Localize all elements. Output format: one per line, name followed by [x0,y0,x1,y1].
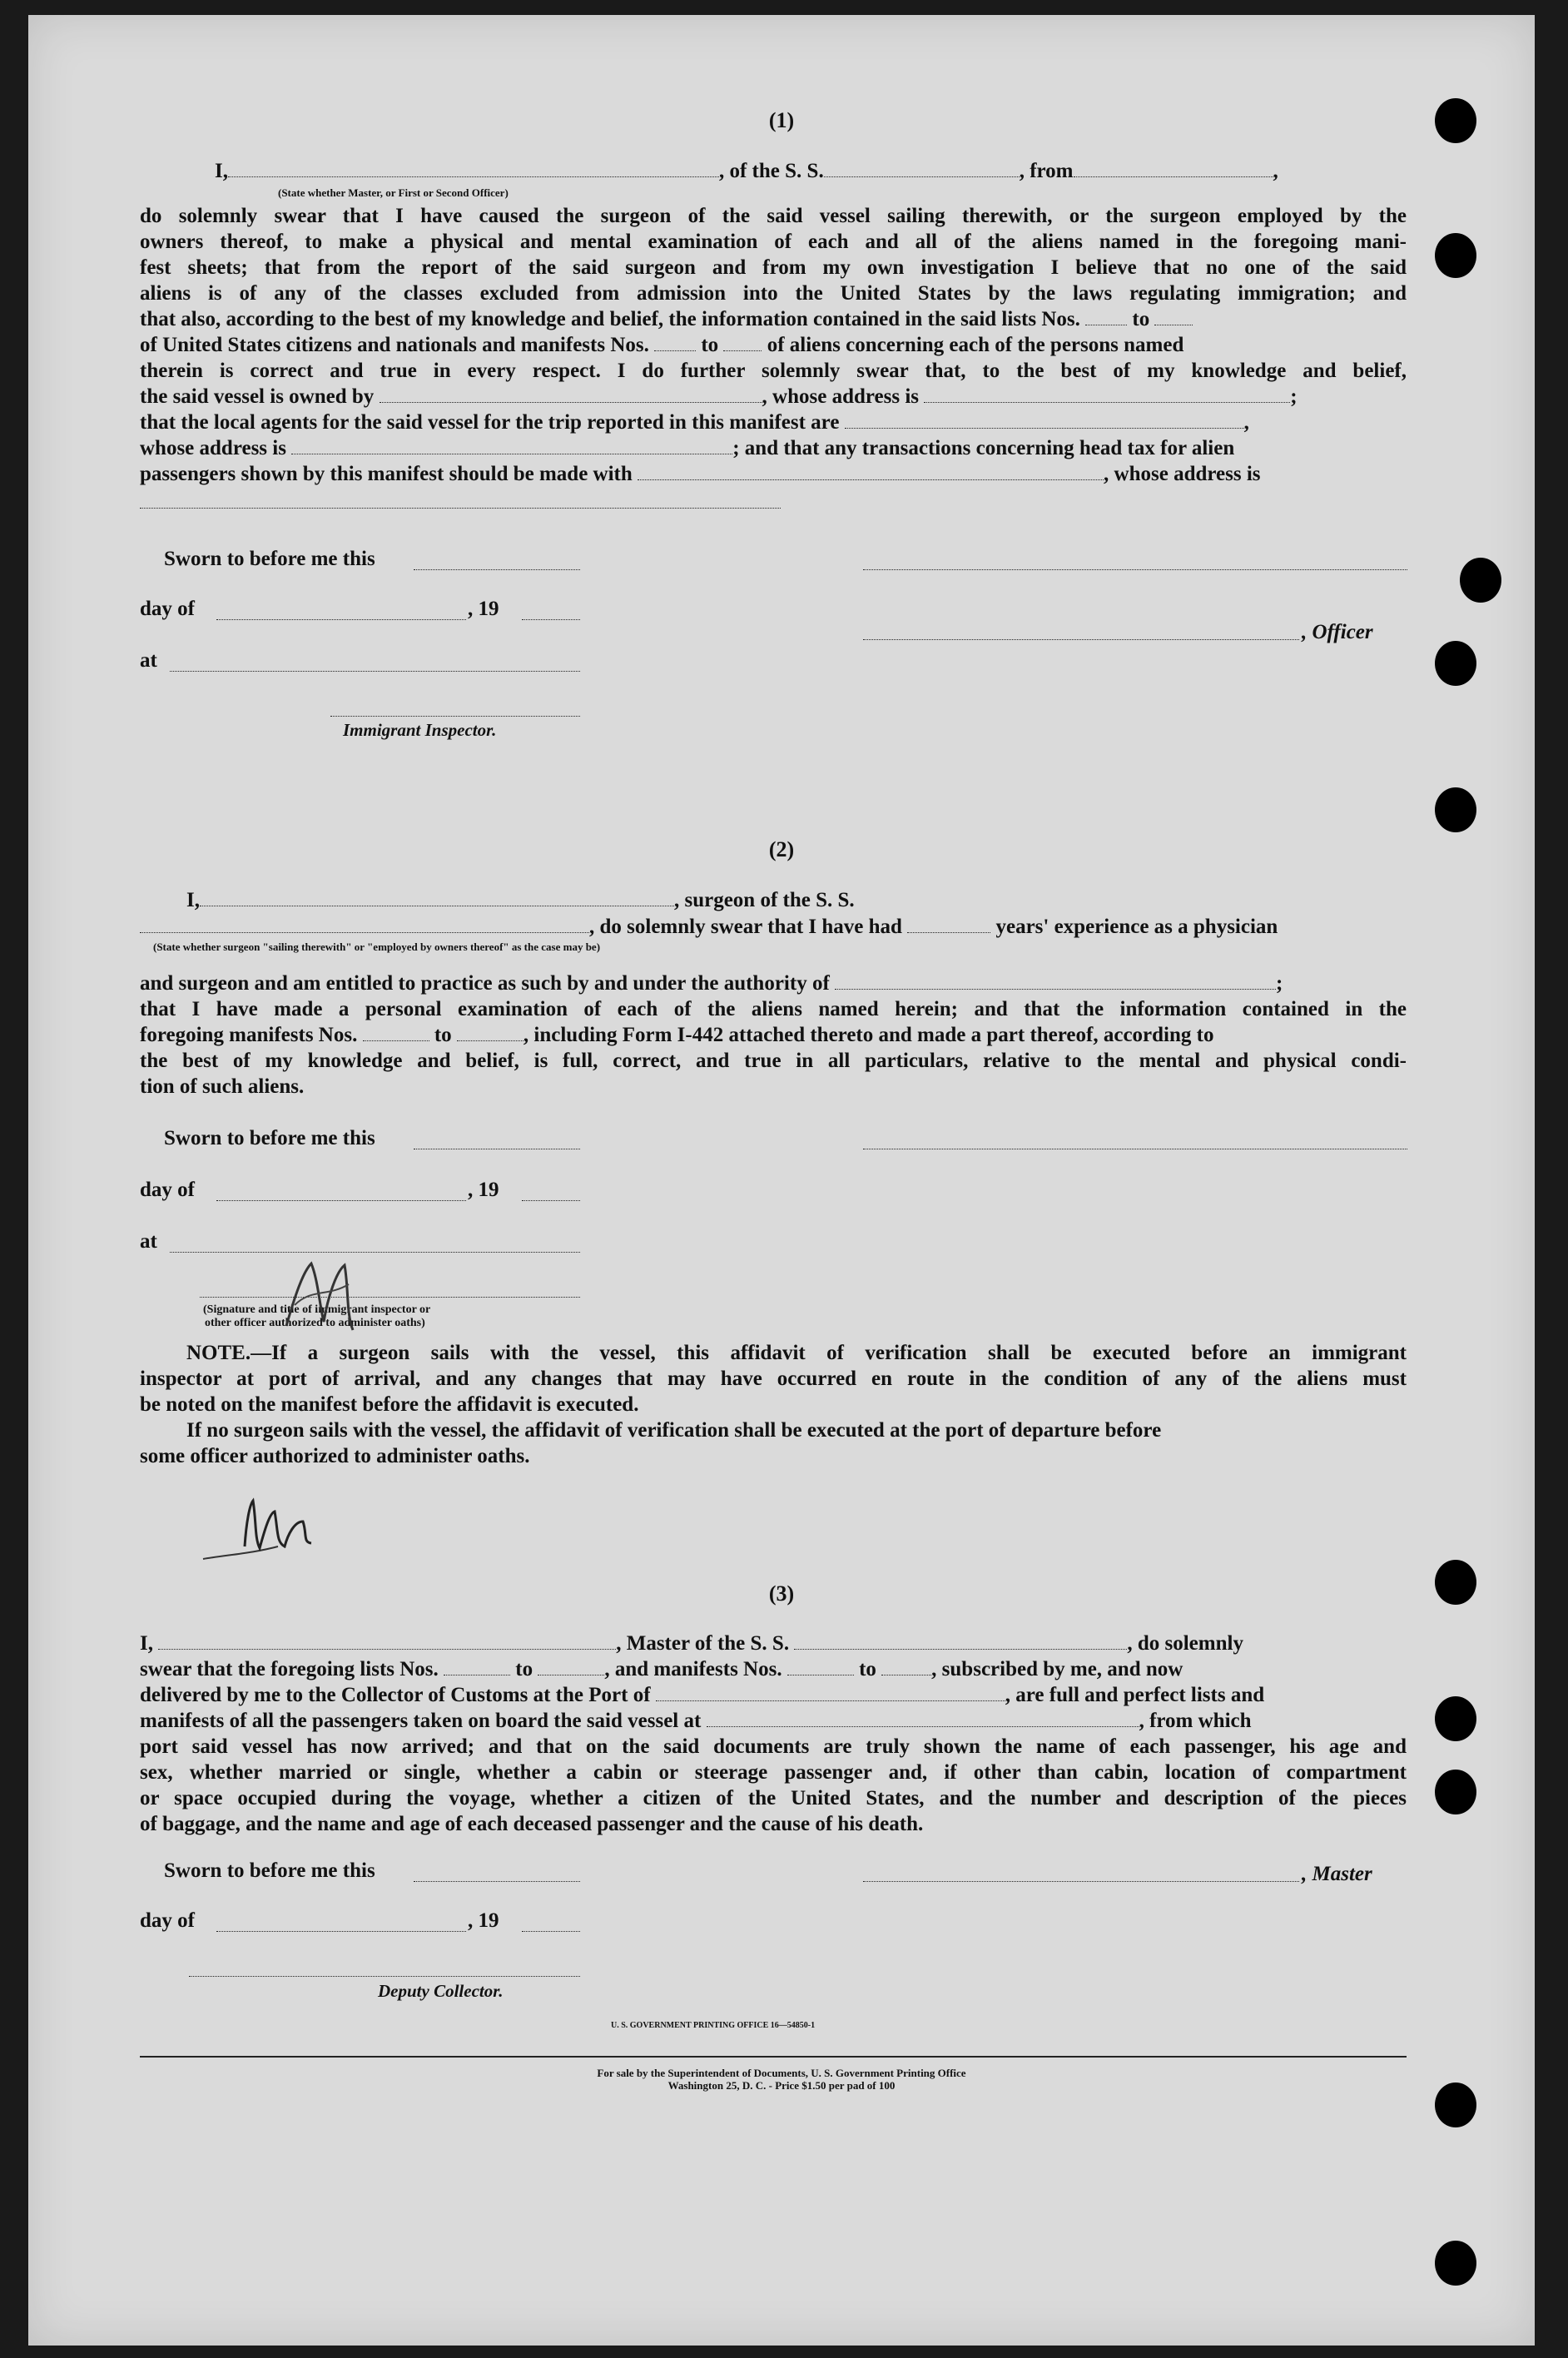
section-3-sworn-label: Sworn to before me this [164,1859,375,1882]
section-3-para-8: of baggage, and the name and age of each deceased passenger and the cause of his death. [140,1813,924,1835]
day-line [216,618,466,620]
section-1-para-2: owners thereof, to make a physical and mental examination of each and all of the aliens named in the foregoing mani- [140,231,1407,253]
section-2-surgeon-note: (State whether surgeon "sailing therewith" or "employed by owners thereof" as the case may be) [153,941,601,953]
officer-label: , Officer [1302,621,1373,643]
inspector-signature-line [330,714,580,717]
footer-rule [140,2056,1407,2058]
immigrant-inspector-label: Immigrant Inspector. [343,720,497,740]
section-1-day-of-label: day of [140,598,195,620]
section-1-para-7: therein is correct and true in every respect. I do further solemnly swear that, to the best of my knowledge and belief, [140,360,1407,382]
section-2-para-3: foregoing manifests Nos. to , including Form I-442 attached thereto and made a part thereof, according to [140,1024,1214,1046]
section-3-line-3: delivered by me to the Collector of Customs at the Port of , are full and perfect lists and [140,1684,1265,1706]
signature-note-line-2: other officer authorized to administer oaths) [205,1317,425,1329]
section-3-day-of-label: day of [140,1909,195,1932]
punch-hole [1435,1696,1476,1741]
year-line-3 [522,1929,580,1932]
collector-signature-line [189,1974,580,1977]
section-1-para-10: whose address is ; and that any transactions concerning head tax for alien [140,437,1235,459]
punch-hole [1435,641,1476,686]
master-signature-line [863,1879,1299,1882]
section-3-para-6: sex, whether married or single, whether a cabin or steerage passenger and, if other than cabin, location of compartment [140,1761,1407,1784]
printing-office-code: U. S. GOVERNMENT PRINTING OFFICE 16—54850-1 [611,2021,816,2030]
section-2-para-4: the best of my knowledge and belief, is full, correct, and true in all particulars, relative to the mental and physical condi- [140,1050,1407,1072]
signature-note-line-1: (Signature and title of immigrant inspector or [203,1303,431,1316]
handwritten-mark [270,1247,370,1338]
section-1-line-1: I, , of the S. S. , from , [215,160,1278,182]
sworn-date-line-3 [414,1879,580,1882]
officer-signature-top-line [863,568,1407,570]
day-line-3 [216,1929,466,1932]
section-1-para-11: passengers shown by this manifest should be made with , whose address is [140,463,1261,485]
day-line-2 [216,1199,466,1201]
section-1-para-6: of United States citizens and nationals and manifests Nos. to of aliens concerning each of the persons named [140,334,1184,356]
master-label: , Master [1302,1863,1372,1885]
section-1-sworn-label: Sworn to before me this [164,548,375,570]
section-1-para-9: that the local agents for the said vessel for the trip reported in this manifest are , [140,411,1249,434]
section-3-year-label: , 19 [468,1909,499,1932]
section-1-para-8: the said vessel is owned by , whose address is ; [140,385,1298,408]
sworn-date-line [414,568,580,570]
section-3-line-4: manifests of all the passengers taken on board the said vessel at , from which [140,1710,1252,1732]
section-2-note-3: be noted on the manifest before the affidavit is executed. [140,1393,639,1416]
section-2-line-1: I, , surgeon of the S. S. [186,889,855,911]
section-2-at-label: at [140,1230,157,1253]
handwritten-signature [195,1488,361,1571]
section-2-year-label: , 19 [468,1179,499,1201]
section-3-para-5: port said vessel has now arrived; and that on the said documents are truly shown the name of each passenger, his age and [140,1735,1407,1758]
punch-hole [1435,787,1476,832]
section-2-para-2: that I have made a personal examination of each of the aliens named herein; and that the information contained in the [140,998,1407,1020]
section-3-line-1: I, , Master of the S. S. , do solemnly [140,1632,1243,1655]
officer-signature-line [863,638,1299,640]
inspector-signature-line-2 [200,1295,580,1298]
section-1-year-label: , 19 [468,598,499,620]
footer-line-1: For sale by the Superintendent of Documents, U. S. Government Printing Office [597,2067,966,2079]
at-line [170,669,580,672]
section-3-para-7: or space occupied during the voyage, whether a citizen of the United States, and the number and description of the pieces [140,1787,1407,1809]
section-2-para-5: tion of such aliens. [140,1075,305,1098]
footer-line-2: Washington 25, D. C. - Price $1.50 per pad of 100 [667,2079,896,2092]
year-line-2 [522,1199,580,1201]
section-2-day-of-label: day of [140,1179,195,1201]
section-3-number: (3) [768,1581,795,1606]
section-1-para-3: fest sheets; that from the report of the said surgeon and from my own investigation I believe that no one of the said [140,256,1407,279]
section-2-note-1: NOTE.—If a surgeon sails with the vessel, this affidavit of verification shall be executed before an immigrant [186,1342,1407,1364]
year-line [522,618,580,620]
section-1-number: (1) [768,108,795,132]
section-1-para-4: aliens is of any of the classes excluded from admission into the United States by the laws regulating immigration; and [140,282,1407,305]
at-line-2 [170,1250,580,1253]
punch-hole [1435,2241,1476,2286]
section-2-para-1: and surgeon and am entitled to practice as such by and under the authority of ; [140,972,1283,995]
punch-hole [1460,558,1501,603]
address-continuation-line [140,506,781,509]
form-page [28,15,1535,2346]
section-2-number: (2) [768,837,795,861]
section-2-note-4: If no surgeon sails with the vessel, the affidavit of verification shall be executed at the port of departure before [186,1419,1162,1442]
section-2-note-2: inspector at port of arrival, and any changes that may have occurred en route in the condition of any of the aliens must [140,1368,1407,1390]
section-1-para-5: that also, according to the best of my knowledge and belief, the information contained in the said lists Nos. to [140,306,1407,332]
sworn-date-line-2 [414,1147,580,1149]
punch-hole [1435,233,1476,278]
surgeon-signature-line [863,1147,1407,1149]
deputy-collector-label: Deputy Collector. [378,1981,504,2001]
section-2-sworn-label: Sworn to before me this [164,1127,375,1149]
section-1-para-1: do solemnly swear that I have caused the surgeon of the said vessel sailing therewith, or the surgeon employed by the [140,205,1407,227]
section-1-officer-note: (State whether Master, or First or Second Officer) [278,186,509,199]
section-2-note-5: some officer authorized to administer oaths. [140,1445,530,1467]
section-3-line-2: swear that the foregoing lists Nos. to , and manifests Nos. to , subscribed by me, and now [140,1658,1183,1680]
section-2-line-2: , do solemnly swear that I have had years' experience as a physician [140,914,1407,940]
punch-hole [1435,1770,1476,1814]
section-1-at-label: at [140,649,157,672]
